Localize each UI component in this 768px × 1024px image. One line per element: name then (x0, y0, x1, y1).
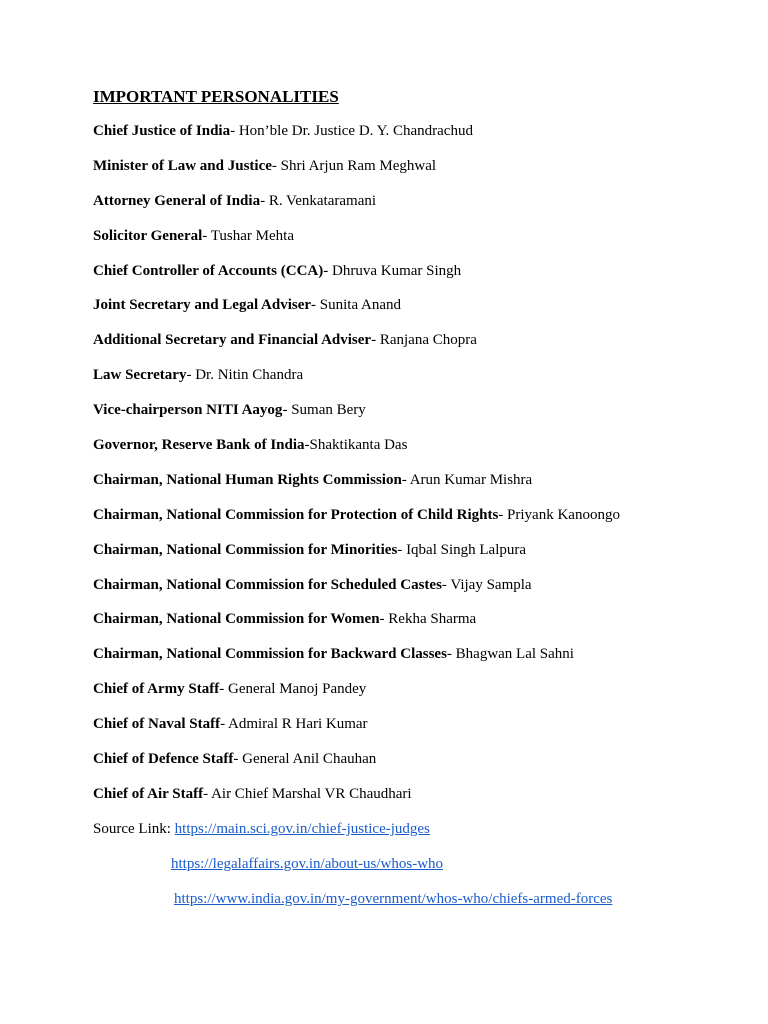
source-link-legal-affairs[interactable]: https://legalaffairs.gov.in/about-us/whos-who (171, 855, 444, 872)
list-item (93, 262, 768, 297)
separator: - (323, 262, 333, 279)
role-label: Chief of Naval Staff (93, 716, 221, 733)
person-name: Ranjana Chopra (379, 332, 477, 349)
role-label: Vice-chairperson NITI Aayog (93, 402, 283, 419)
separator: - (441, 576, 451, 593)
list-item (93, 750, 768, 785)
separator: - (230, 123, 239, 139)
list-item (93, 680, 768, 715)
person-name: General Anil Chauhan (242, 751, 377, 768)
list-item (93, 157, 768, 192)
person-name: Bhagwan Lal Sahni (455, 646, 574, 663)
person-name: Hon’ble Dr. Justice D. Y. Chandrachud (238, 123, 473, 139)
separator: - (446, 646, 456, 663)
separator: - (219, 681, 228, 698)
source-row (93, 855, 768, 890)
separator: - (202, 227, 211, 244)
role-label: Governor, Reserve Bank of India (93, 437, 305, 454)
list-item (93, 366, 768, 401)
role-label: Chairman, National Human Rights Commission (93, 471, 402, 488)
separator: - (220, 716, 228, 733)
list-item (93, 785, 768, 820)
separator: - (271, 157, 281, 174)
list-item (93, 506, 768, 541)
person-name: Admiral R Hari Kumar (228, 716, 368, 733)
role-label: Additional Secretary and Financial Adviser (93, 332, 372, 349)
list-item (93, 227, 768, 262)
list-item (93, 645, 768, 680)
role-label: Chief of Defence Staff (93, 751, 234, 768)
list-item (93, 401, 768, 436)
separator: - (282, 402, 292, 419)
list-item (93, 122, 768, 157)
list-item (93, 192, 768, 227)
person-name: Sunita Anand (319, 297, 402, 314)
source-row (93, 820, 768, 855)
list-item (93, 541, 768, 576)
role-label: Joint Secretary and Legal Adviser (93, 297, 312, 314)
source-links (93, 820, 768, 925)
person-name: Air Chief Marshal VR Chaudhari (211, 785, 412, 802)
list-item (93, 610, 768, 645)
person-name: Dhruva Kumar Singh (332, 262, 462, 279)
personalities-list (93, 122, 768, 820)
person-name: R. Venkataramani (268, 192, 377, 209)
separator: - (186, 367, 196, 384)
role-label: Chief of Air Staff (93, 785, 204, 802)
role-label: Attorney General of India (93, 192, 261, 209)
separator: - (304, 437, 310, 454)
list-item (93, 296, 768, 331)
person-name: Iqbal Singh Lalpura (406, 541, 527, 558)
role-label: Chairman, National Commission for Women (93, 611, 380, 628)
separator: - (401, 471, 410, 488)
role-label: Solicitor General (93, 227, 203, 244)
role-label: Chief of Army Staff (93, 681, 220, 698)
person-name: Shri Arjun Ram Meghwal (280, 157, 437, 174)
person-name: Shaktikanta Das (309, 437, 408, 454)
person-name: Priyank Kanoongo (507, 506, 620, 523)
list-item (93, 436, 768, 471)
role-label: Chief Controller of Accounts (CCA) (93, 262, 324, 279)
source-link-india-gov[interactable]: https://www.india.gov.in/my-government/whos-who/chiefs-armed-forces (174, 890, 613, 907)
separator: - (379, 611, 389, 628)
person-name: Arun Kumar Mishra (409, 471, 533, 488)
person-name: Vijay Sampla (450, 576, 532, 593)
list-item (93, 331, 768, 366)
person-name: Dr. Nitin Chandra (195, 367, 304, 384)
role-label: Chief Justice of India (93, 123, 231, 139)
separator: - (260, 192, 269, 209)
document-title: IMPORTANT PERSONALITIES (93, 87, 339, 106)
role-label: Law Secretary (93, 367, 187, 384)
separator: - (203, 785, 212, 802)
separator: - (371, 332, 380, 349)
list-item (93, 715, 768, 750)
list-item (93, 471, 768, 506)
person-name: Tushar Mehta (210, 227, 294, 244)
separator: - (498, 506, 508, 523)
role-label: Chairman, National Commission for Minorities (93, 541, 398, 558)
source-label: Source Link: (93, 820, 175, 837)
person-name: Suman Bery (291, 402, 366, 419)
role-label: Chairman, National Commission for Scheduled Castes (93, 576, 442, 593)
separator: - (397, 541, 407, 558)
person-name: General Manoj Pandey (227, 681, 367, 698)
separator: - (233, 751, 243, 768)
source-row (93, 890, 768, 925)
person-name: Rekha Sharma (388, 611, 477, 628)
separator: - (311, 297, 320, 314)
role-label: Chairman, National Commission for Backward Classes (93, 646, 447, 663)
source-link-sci[interactable]: https://main.sci.gov.in/chief-justice-judges (174, 820, 430, 837)
role-label: Minister of Law and Justice (93, 157, 272, 174)
role-label: Chairman, National Commission for Protection of Child Rights (93, 506, 499, 523)
list-item (93, 576, 768, 611)
